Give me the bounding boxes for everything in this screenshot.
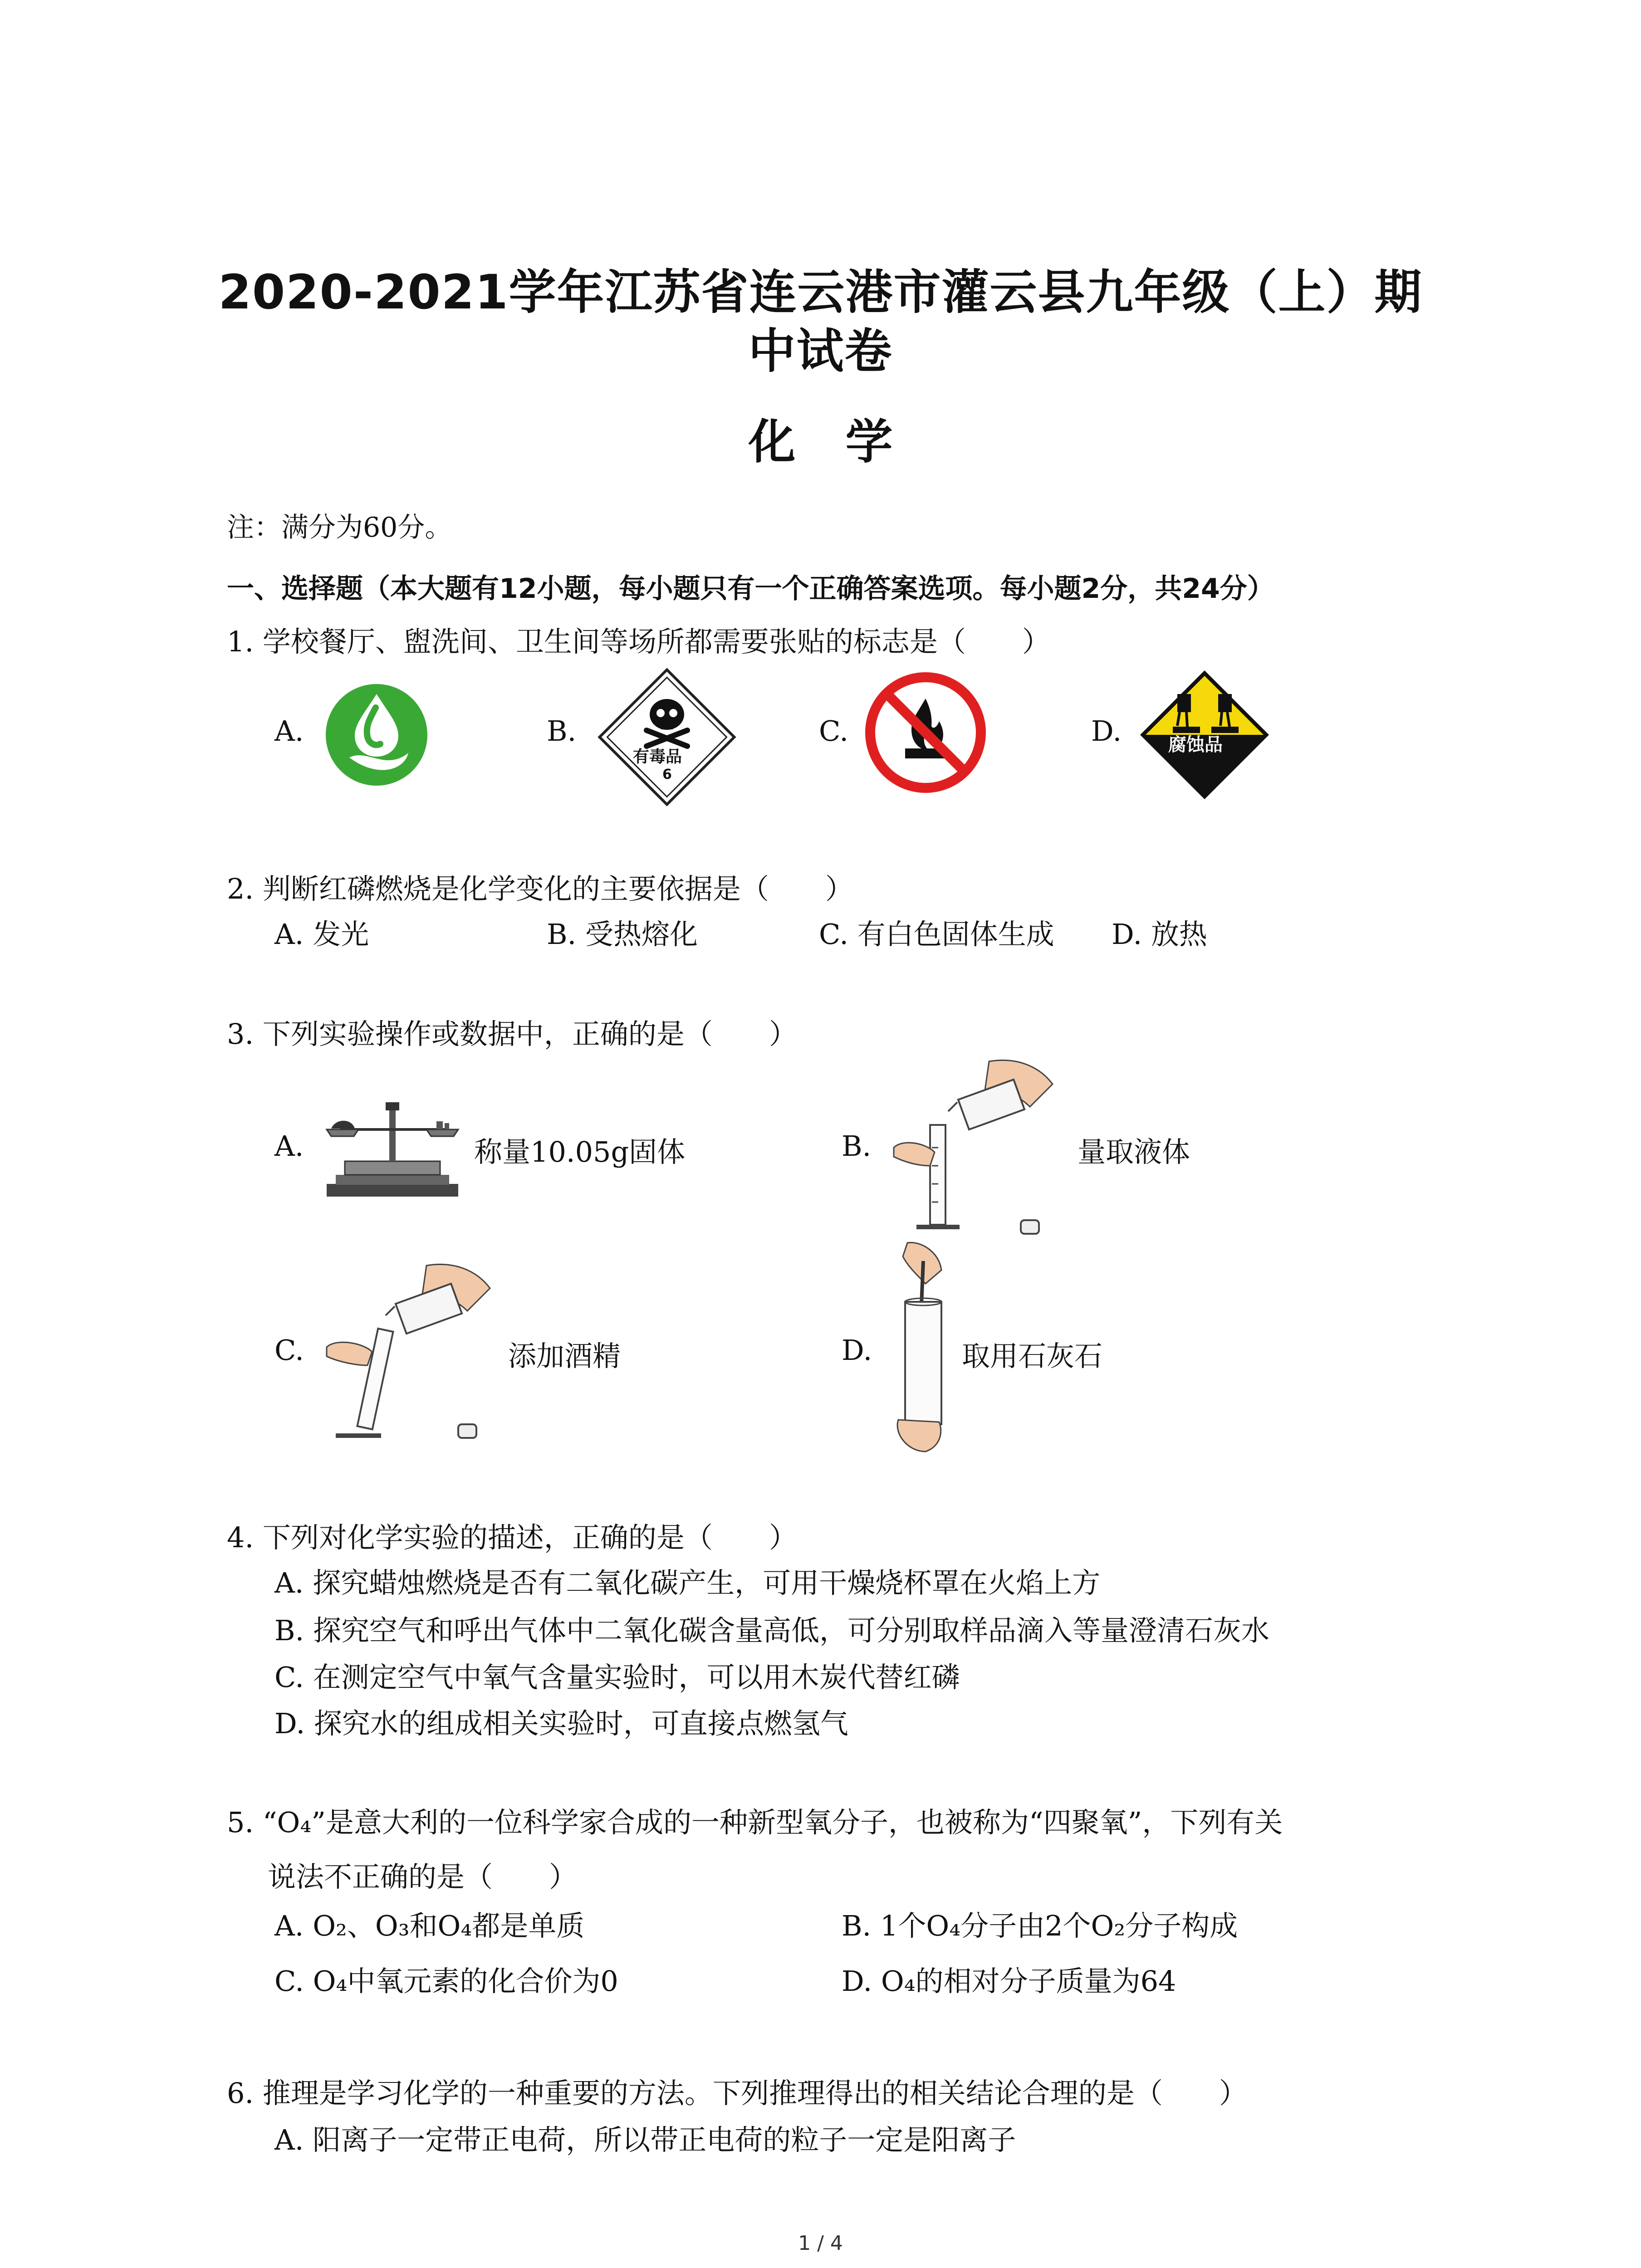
q2-option-b: B. 受热熔化 [547, 918, 698, 951]
toxic-sign-number: 6 [662, 767, 672, 782]
q4-option-b: B. 探究空气和呼出气体中二氧化碳含量高低，可分别取样品滴入等量澄清石灰水 [274, 1614, 1269, 1647]
q1-label-b: B. [547, 714, 577, 748]
q5-option-d: D. O₄的相对分子质量为64 [842, 1965, 1176, 1998]
subject-title: 化学 [748, 414, 943, 469]
q2-option-d: D. 放热 [1112, 918, 1207, 951]
pouring-liquid-illustration [885, 1057, 1075, 1247]
q2-option-a: A. 发光 [274, 918, 369, 951]
q6-option-a: A. 阳离子一定带正电荷，所以带正电荷的粒子一定是阳离子 [274, 2123, 1016, 2156]
q3-label-a: A. [274, 1129, 304, 1163]
q3-label-b: B. [842, 1129, 872, 1163]
q5-option-c: C. O₄中氧元素的化合价为0 [274, 1965, 618, 1998]
question-6-stem: 6. 推理是学习化学的一种重要的方法。下列推理得出的相关结论合理的是（ ） [227, 2077, 1247, 2110]
q3-caption-a: 称量10.05g固体 [474, 1135, 686, 1168]
q3-caption-b: 量取液体 [1078, 1135, 1190, 1168]
score-note: 注：满分为60分。 [227, 512, 452, 543]
question-3-stem: 3. 下列实验操作或数据中，正确的是（ ） [227, 1017, 797, 1051]
q4-option-d: D. 探究水的组成相关实验时，可直接点燃氢气 [274, 1707, 848, 1740]
water-saving-sign-icon [322, 680, 431, 789]
balance-scale-illustration [318, 1093, 467, 1202]
question-2-stem: 2. 判断红磷燃烧是化学变化的主要依据是（ ） [227, 872, 853, 905]
page-number: 1 / 4 [798, 2232, 843, 2255]
q1-label-a: A. [274, 714, 304, 748]
question-4-stem: 4. 下列对化学实验的描述，正确的是（ ） [227, 1521, 797, 1554]
q4-option-a: A. 探究蜡烛燃烧是否有二氧化碳产生，可用干燥烧杯罩在火焰上方 [274, 1566, 1101, 1599]
q3-label-c: C. [274, 1334, 304, 1367]
q2-option-c: C. 有白色固体生成 [819, 918, 1054, 951]
taking-limestone-illustration [889, 1243, 971, 1456]
q3-caption-d: 取用石灰石 [962, 1339, 1103, 1373]
toxic-hazard-sign-icon [597, 667, 737, 807]
adding-alcohol-illustration [318, 1261, 508, 1452]
q4-option-c: C. 在测定空气中氧气含量实验时，可以用木炭代替红磷 [274, 1661, 960, 1694]
question-1-stem: 1. 学校餐厅、盥洗间、卫生间等场所都需要张贴的标志是（ ） [227, 625, 1050, 658]
toxic-sign-label: 有毒品 [633, 748, 682, 766]
q5-option-a: A. O₂、O₃和O₄都是单质 [274, 1909, 585, 1942]
q1-label-d: D. [1091, 714, 1122, 748]
q3-label-d: D. [842, 1334, 872, 1367]
exam-title-line1: 2020-2021学年江苏省连云港市灌云县九年级（上）期 [218, 264, 1423, 320]
q1-label-c: C. [819, 714, 848, 748]
q5-option-b: B. 1个O₄分子由2个O₂分子构成 [842, 1909, 1238, 1942]
question-5-stem-line2: 说法不正确的是（ ） [268, 1860, 578, 1893]
no-fire-sign-icon [864, 671, 987, 794]
section-heading: 一、选择题（本大题有12小题，每小题只有一个正确答案选项。每小题2分，共24分） [227, 573, 1274, 605]
corrosive-sign-label: 腐蚀品 [1168, 734, 1223, 755]
q3-caption-c: 添加酒精 [508, 1339, 621, 1373]
exam-title-line2: 中试卷 [748, 323, 893, 379]
question-5-stem-line1: 5. “O₄”是意大利的一位科学家合成的一种新型氧分子，也被称为“四聚氧”，下列有关 [227, 1806, 1283, 1839]
